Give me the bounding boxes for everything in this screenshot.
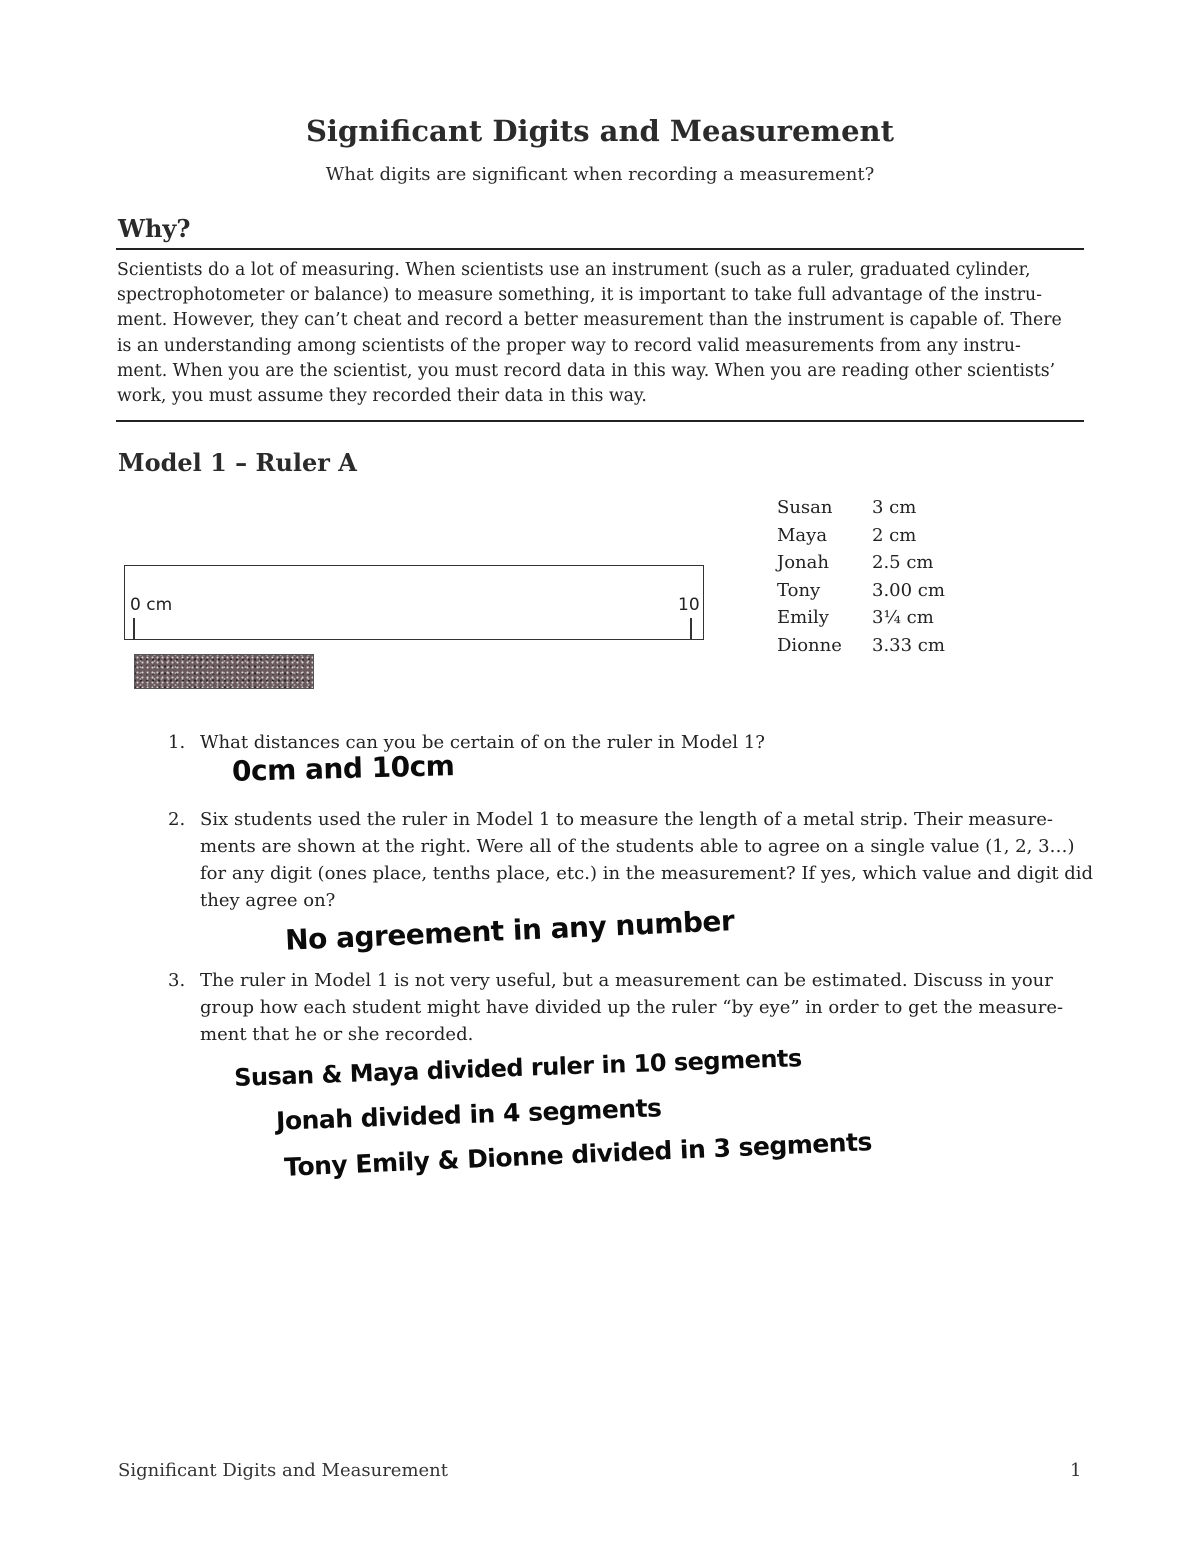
page-number: 1 [1070,1460,1082,1481]
answer-3-line-3: Tony Emily & Dionne divided in 3 segments [283,1127,873,1182]
answer-3-line-2: Jonah divided in 4 segments [275,1093,662,1136]
measurement-row [777,577,945,605]
question-text: Six students used the ruler in Model 1 to measure the length of a metal strip. Their measure- [200,809,1053,830]
measurement-row [777,632,945,660]
student-name: Dionne [777,634,842,656]
why-line: ment. When you are the scientist, you must record data in this way. When you are reading other scientists’ [117,360,1056,381]
model-heading: Model 1 – Ruler A [118,448,357,477]
question-number: 1. [168,732,186,753]
question-text: for any digit (ones place, tenths place, etc.) in the measurement? If yes, which value and digit did [200,863,1094,884]
question-text: ment that he or she recorded. [200,1024,474,1045]
student-value: 2 cm [872,524,917,546]
answer-1-handwriting: 0cm and 10cm [231,749,455,788]
measurement-row [777,549,945,577]
question-number: 3. [168,970,186,991]
student-name: Emily [777,607,829,628]
ruler-tick-10 [690,618,692,640]
why-top-rule [116,248,1084,250]
measurement-row [777,494,945,522]
student-value: 2.5 cm [872,552,934,573]
why-paragraph [117,258,1085,409]
why-heading: Why? [118,214,191,243]
student-name: Tony [777,579,821,601]
measurement-row [777,522,945,550]
student-value: 3.33 cm [872,634,945,656]
answer-3-line-1: Susan & Maya divided ruler in 10 segments [233,1044,803,1092]
ruler-a [124,565,704,640]
why-line: work, you must assume they recorded their data in this way. [117,386,647,407]
why-line: is an understanding among scientists of the proper way to record valid measurements from any instru- [117,335,1021,356]
why-line: ment. However, they can’t cheat and record a better measurement than the instrument is capable of. There [117,310,1062,331]
question-text: group how each student might have divided up the ruler “by eye” in order to get the measure- [200,997,1064,1018]
student-name: Susan [777,497,833,518]
student-value: 3.00 cm [872,579,945,601]
question-text: The ruler in Model 1 is not very useful, but a measurement can be estimated. Discuss in your [200,970,1053,991]
question-text: ments are shown at the right. Were all of the students able to agree on a single value (1, 2, 3…) [200,836,1075,857]
student-value: 3 cm [872,497,917,518]
question-text: they agree on? [200,890,336,911]
measurements-table [777,494,945,659]
ruler-start-label: 0 cm [130,595,173,615]
question-text: What distances can you be certain of on the ruler in Model 1? [200,732,765,753]
ruler-tick-0 [133,618,135,640]
page-subtitle: What digits are significant when recording a measurement? [325,164,875,185]
why-line: Scientists do a lot of measuring. When scientists use an instrument (such as a ruler, graduated cylinder, [117,260,1031,280]
student-name: Maya [777,524,828,546]
why-bottom-rule [116,420,1084,422]
question-number: 2. [168,809,186,830]
ruler-end-label: 10 [678,595,700,615]
student-value: 3¼ cm [872,607,934,628]
student-name: Jonah [777,552,829,573]
why-line: spectrophotometer or balance) to measure something, it is important to take full advantage of the instru- [117,285,1043,306]
footer-title: Significant Digits and Measurement [118,1460,449,1481]
page-title: Significant Digits and Measurement [305,114,895,148]
measurement-row [777,604,945,632]
answer-2-handwriting: No agreement in any number [284,904,735,957]
metal-strip [134,654,314,689]
